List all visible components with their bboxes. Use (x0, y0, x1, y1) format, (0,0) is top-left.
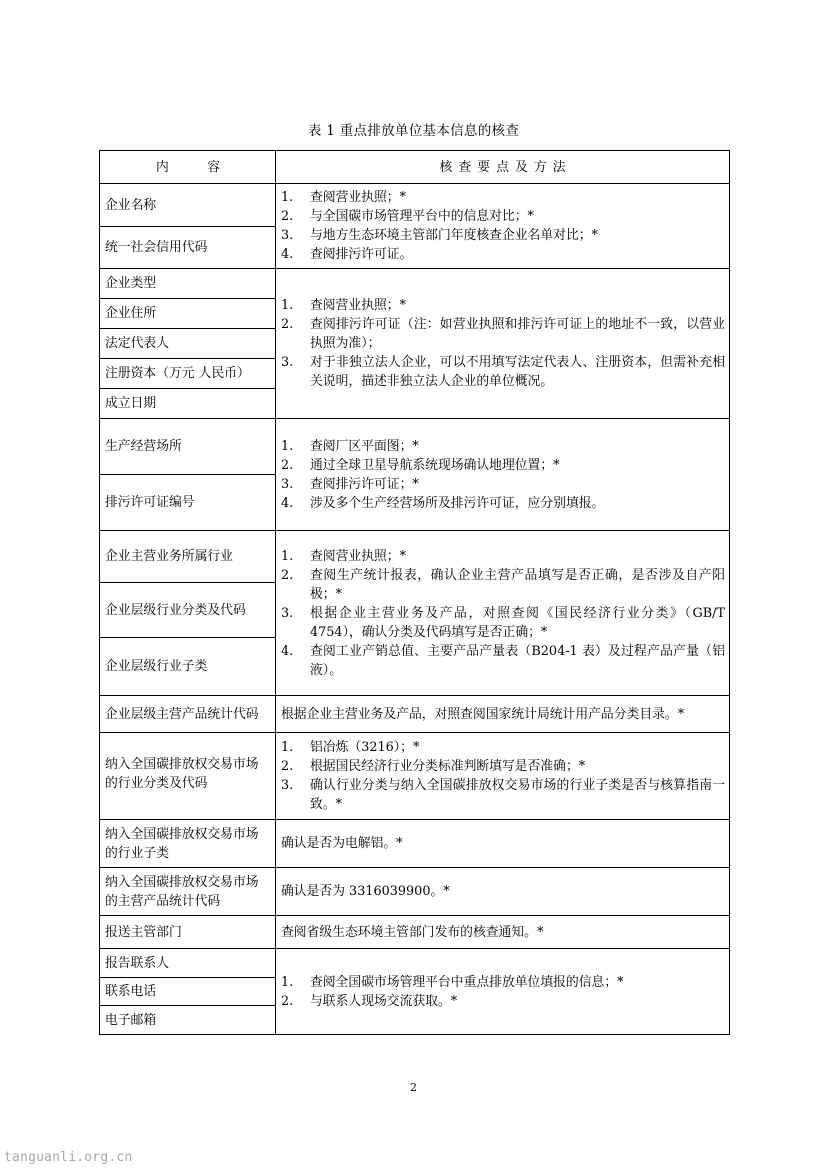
row-label: 统一社会信用代码 (100, 227, 276, 269)
method-cell (276, 531, 730, 696)
table-title: 表 1 重点排放单位基本信息的核查 (307, 123, 520, 139)
table-row (100, 949, 730, 978)
row-label: 成立日期 (100, 389, 276, 419)
row-label: 企业类型 (100, 269, 276, 299)
method-list (281, 973, 725, 1011)
table-row (100, 184, 730, 227)
list-item: 3. 对于非独立法人企业，可以不用填写法定代表人、注册资本，但需补充相关说明，描述非独立法人企业的单位概况。 (281, 355, 725, 389)
verification-table (99, 150, 730, 1035)
method-list (281, 296, 725, 391)
row-label: 纳入全国碳排放权交易市场的主营产品统计代码 (100, 868, 276, 916)
row-label: 联系电话 (100, 978, 276, 1006)
method-cell (276, 184, 730, 269)
row-label: 注册资本（万元 人民币） (100, 359, 276, 389)
list-item: 2. 与联系人现场交流获取。* (281, 993, 458, 1009)
table-row (100, 820, 730, 868)
method-cell: 确认是否为电解铝。* (276, 820, 730, 868)
header-method: 核 查 要 点 及 方 法 (276, 151, 730, 184)
list-item: 1. 查阅营业执照；* (281, 548, 406, 564)
header-row (100, 151, 730, 184)
table-row (100, 916, 730, 949)
method-cell: 确认是否为 3316039900。* (276, 868, 730, 916)
row-label: 排污许可证编号 (100, 475, 276, 531)
method-cell: 查阅省级生态环境主管部门发布的核查通知。* (276, 916, 730, 949)
list-item: 3. 确认行业分类与纳入全国碳排放权交易市场的行业子类是否与核算指南一致。* (281, 778, 725, 812)
row-label: 企业名称 (100, 184, 276, 227)
watermark-text: tanguanli.org.cn (4, 1150, 133, 1165)
row-label: 纳入全国碳排放权交易市场的行业子类 (100, 820, 276, 868)
method-cell (276, 733, 730, 820)
method-cell (276, 269, 730, 419)
table-row (100, 868, 730, 916)
list-item: 2. 通过全球卫星导航系统现场确认地理位置；* (281, 457, 560, 473)
list-item: 2. 查阅生产统计报表，确认企业主营产品填写是否正确，是否涉及自产阳极；* (281, 567, 725, 602)
table-row (100, 733, 730, 820)
list-item: 1. 铝冶炼（3216）；* (281, 740, 420, 755)
table-row (100, 269, 730, 299)
header-content: 内 容 (100, 151, 276, 184)
row-label: 企业住所 (100, 299, 276, 329)
list-item: 3. 与地方生态环境主管部门年度核查企业名单对比；* (281, 228, 598, 243)
list-item: 1. 查阅全国碳市场管理平台中重点排放单位填报的信息；* (281, 974, 624, 990)
row-label: 生产经营场所 (100, 419, 276, 475)
list-item: 2. 查阅排污许可证（注：如营业执照和排污许可证上的地址不一致，以营业执照为准）； (281, 317, 725, 351)
row-label: 企业主营业务所属行业 (100, 531, 276, 583)
page-number: 2 (410, 1081, 417, 1094)
table-row (100, 419, 730, 475)
method-cell: 根据企业主营业务及产品，对照查阅国家统计局统计用产品分类目录。* (276, 696, 730, 733)
method-list (281, 738, 725, 814)
list-item: 4. 查阅工业产销总值、主要产品产量表（B204-1 表）及过程产品产量（铝液）。 (281, 643, 725, 678)
row-label: 企业层级主营产品统计代码 (100, 696, 276, 733)
method-list (281, 547, 725, 680)
row-label: 纳入全国碳排放权交易市场的行业分类及代码 (100, 733, 276, 820)
row-label: 企业层级行业分类及代码 (100, 583, 276, 638)
row-label: 电子邮箱 (100, 1006, 276, 1035)
list-item: 2. 与全国碳市场管理平台中的信息对比；* (281, 209, 534, 224)
row-label: 报送主管部门 (100, 916, 276, 949)
list-item: 1. 查阅厂区平面图；* (281, 438, 419, 454)
method-list (281, 188, 725, 264)
list-item: 1. 查阅营业执照；* (281, 298, 406, 313)
table-row (100, 696, 730, 733)
row-label: 法定代表人 (100, 329, 276, 359)
list-item: 3. 查阅排污许可证；* (281, 476, 419, 492)
list-item: 4. 涉及多个生产经营场所及排污许可证，应分别填报。 (281, 495, 605, 511)
row-label: 报告联系人 (100, 949, 276, 978)
method-cell (276, 949, 730, 1035)
list-item: 2. 根据国民经济行业分类标准判断填写是否准确；* (281, 759, 586, 774)
method-cell (276, 419, 730, 531)
method-list (281, 437, 725, 513)
row-label: 企业层级行业子类 (100, 638, 276, 696)
list-item: 4. 查阅排污许可证。 (281, 247, 413, 262)
table-row (100, 531, 730, 583)
list-item: 3. 根据企业主营业务及产品，对照查阅《国民经济行业分类》（GB/T 4754），确认分类及代码填写是否正确；* (281, 605, 725, 640)
list-item: 1. 查阅营业执照；* (281, 190, 406, 205)
